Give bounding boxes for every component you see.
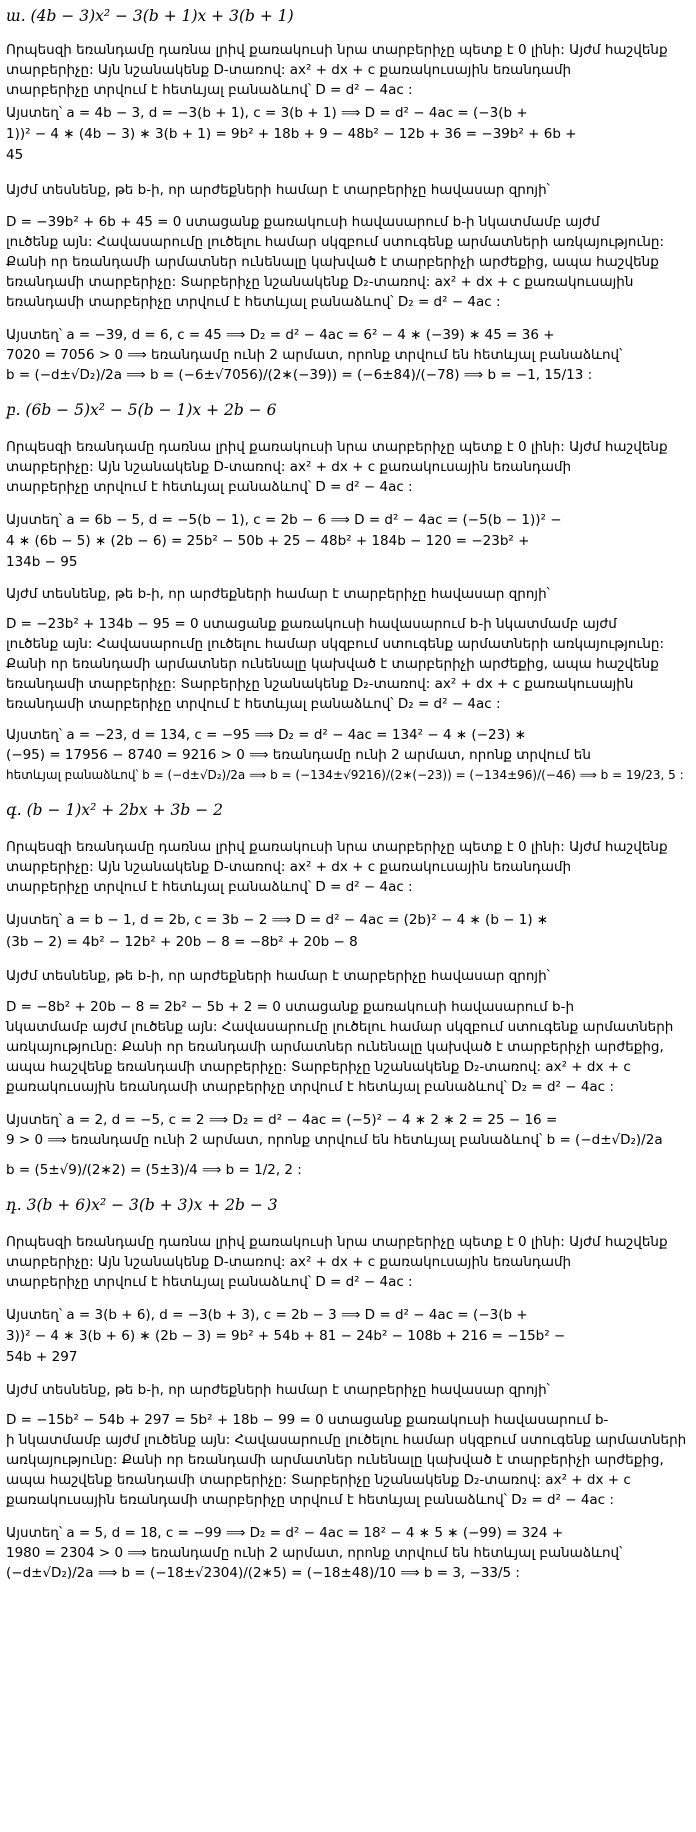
body-line: Որպեսզի եռանդամը դառնա լրիվ քառակուսի նրա տարբերիչը պետք է 0 լինի: Այժմ հաշվենք (6, 1234, 668, 1250)
body-line: Այստեղ՝ a = b − 1, d = 2b, c = 3b − 2 ⟹ D = d² − 4ac = (2b)² − 4 ∗ (b − 1) ∗ (6, 912, 549, 928)
body-line: (3b − 2) = 4b² − 12b² + 20b − 8 = −8b² + 20b − 8 (6, 934, 358, 950)
body-line: Քանի որ եռանդամի արմատներ ունենալը կախված է տարբերիչի արժեքից, ապա հաշվենք (6, 254, 659, 270)
body-line: ի նկատմամբ այժմ լուծենք այն: Հավասարումը լուծելու համար սկզբում ստուգենք արմատների (6, 1432, 687, 1448)
body-line: D = −15b² − 54b + 297 = 5b² + 18b − 99 = 0 ստացանք քառակուսի հավասարում b- (6, 1412, 609, 1428)
body-line: Այստեղ՝ a = 5, d = 18, c = −99 ⟹ D₂ = d² − 4ac = 18² − 4 ∗ 5 ∗ (−99) = 324 + (6, 1525, 564, 1541)
section-heading: դ. 3(b + 6)x² − 3(b + 3)x + 2b − 3 (6, 1196, 278, 1214)
body-line: 3))² − 4 ∗ 3(b + 6) ∗ (2b − 3) = 9b² + 54b + 81 − 24b² − 108b + 216 = −15b² − (6, 1328, 566, 1344)
body-line: Այստեղ՝ a = −23, d = 134, c = −95 ⟹ D₂ = d² − 4ac = 134² − 4 ∗ (−23) ∗ (6, 727, 527, 743)
body-line: 1))² − 4 ∗ (4b − 3) ∗ 3(b + 1) = 9b² + 18b + 9 − 48b² − 12b + 36 = −39b² + 6b + (6, 126, 577, 142)
body-line: տարբերիչը: Այն նշանակենք D-տառով: ax² + dx + c քառակուսային եռանդամի (6, 859, 572, 875)
body-line: նկատմամբ այժմ լուծենք այն: Հավասարումը լուծելու համար սկզբում ստուգենք արմատների (6, 1019, 674, 1035)
body-line: հետևյալ բանաձևով՝ b = (−d±√D₂)/2a ⟹ b = (−134±√9216)/(2∗(−23)) = (−134±96)/(−46) ⟹ b = 19/23, 5 : (6, 768, 684, 782)
body-line: (−d±√D₂)/2a ⟹ b = (−18±√2304)/(2∗5) = (−18±48)/10 ⟹ b = 3, −33/5 : (6, 1565, 520, 1581)
body-line: Որպեսզի եռանդամը դառնա լրիվ քառակուսի նրա տարբերիչը պետք է 0 լինի: Այժմ հաշվենք (6, 439, 668, 455)
body-line: b = (5±√9)/(2∗2) = (5±3)/4 ⟹ b = 1/2, 2 : (6, 1162, 302, 1178)
body-line: լուծենք այն: Հավասարումը լուծելու համար սկզբում ստուգենք արմատների առկայությունը: (6, 636, 664, 652)
body-line: 7020 = 7056 > 0 ⟹ եռանդամը ունի 2 արմատ, որոնք տրվում են հետևյալ բանաձևով՝ (6, 347, 623, 363)
body-line: եռանդամի տարբերիչը: Տարբերիչը նշանակենք D₂-տառով: ax² + dx + c քառակուսային (6, 676, 634, 692)
body-line: եռանդամի տարբերիչը: Տարբերիչը նշանակենք D₂-տառով: ax² + dx + c քառակուսային (6, 274, 634, 290)
body-line: Այստեղ՝ a = 4b − 3, d = −3(b + 1), c = 3(b + 1) ⟹ D = d² − 4ac = (−3(b + (6, 105, 528, 121)
body-line: Քանի որ եռանդամի արմատներ ունենալը կախված է տարբերիչի արժեքից, ապա հաշվենք (6, 656, 659, 672)
body-line: Այժմ տեսնենք, թե b-ի, որ արժեքների համար է տարբերիչը հավասար զրոյի՝ (6, 1382, 550, 1398)
body-line: ապա հաշվենք եռանդամի տարբերիչը: Տարբերիչը նշանակենք D₂-տառով: ax² + dx + c (6, 1059, 631, 1075)
body-line: քառակուսային եռանդամի տարբերիչը տրվում է հետևյալ բանաձևով՝ D₂ = d² − 4ac : (6, 1492, 614, 1508)
body-line: տարբերիչը տրվում է հետևյալ բանաձևով՝ D = d² − 4ac : (6, 879, 413, 895)
body-line: Այժմ տեսնենք, թե b-ի, որ արժեքների համար է տարբերիչը հավասար զրոյի՝ (6, 968, 550, 984)
body-line: տարբերիչը: Այն նշանակենք D-տառով: ax² + dx + c քառակուսային եռանդամի (6, 62, 572, 78)
section-heading: գ. (b − 1)x² + 2bx + 3b − 2 (6, 801, 223, 819)
body-line: տարբերիչը տրվում է հետևյալ բանաձևով՝ D = d² − 4ac : (6, 1274, 413, 1290)
body-line: լուծենք այն: Հավասարումը լուծելու համար սկզբում ստուգենք արմատների առկայությունը: (6, 234, 664, 250)
body-line: (−95) = 17956 − 8740 = 9216 > 0 ⟹ եռանդամը ունի 2 արմատ, որոնք տրվում են (6, 747, 591, 763)
body-line: առկայությունը: Քանի որ եռանդամի արմատներ ունենալը կախված է տարբերիչի արժեքից, (6, 1452, 664, 1468)
body-line: քառակուսային եռանդամի տարբերիչը տրվում է հետևյալ բանաձևով՝ D₂ = d² − 4ac : (6, 1079, 614, 1095)
body-line: տարբերիչը: Այն նշանակենք D-տառով: ax² + dx + c քառակուսային եռանդամի (6, 459, 572, 475)
body-line: b = (−d±√D₂)/2a ⟹ b = (−6±√7056)/(2∗(−39)) = (−6±84)/(−78) ⟹ b = −1, 15/13 : (6, 367, 593, 383)
body-line: 4 ∗ (6b − 5) ∗ (2b − 6) = 25b² − 50b + 25 − 48b² + 184b − 120 = −23b² + (6, 533, 530, 549)
body-line: եռանդամի տարբերիչը տրվում է հետևյալ բանաձևով՝ D₂ = d² − 4ac : (6, 696, 501, 712)
body-line: Այժմ տեսնենք, թե b-ի, որ արժեքների համար է տարբերիչը հավասար զրոյի՝ (6, 586, 550, 602)
body-line: 1980 = 2304 > 0 ⟹ եռանդամը ունի 2 արմատ, որոնք տրվում են հետևյալ բանաձևով՝ (6, 1545, 623, 1561)
body-line: Այստեղ՝ a = −39, d = 6, c = 45 ⟹ D₂ = d² − 4ac = 6² − 4 ∗ (−39) ∗ 45 = 36 + (6, 327, 555, 343)
body-line: Այստեղ՝ a = 3(b + 6), d = −3(b + 3), c = 2b − 3 ⟹ D = d² − 4ac = (−3(b + (6, 1307, 528, 1323)
body-line: Այստեղ՝ a = 2, d = −5, c = 2 ⟹ D₂ = d² − 4ac = (−5)² − 4 ∗ 2 ∗ 2 = 25 − 16 = (6, 1112, 558, 1128)
body-line: առկայությունը: Քանի որ եռանդամի արմատներ ունենալը կախված է տարբերիչի արժեքից, (6, 1039, 664, 1055)
body-line: տարբերիչը: Այն նշանակենք D-տառով: ax² + dx + c քառակուսային եռանդամի (6, 1254, 572, 1270)
body-line: D = −8b² + 20b − 8 = 2b² − 5b + 2 = 0 ստացանք քառակուսի հավասարում b-ի (6, 999, 575, 1015)
body-line: եռանդամի տարբերիչը տրվում է հետևյալ բանաձևով՝ D₂ = d² − 4ac : (6, 294, 501, 310)
body-line: 54b + 297 (6, 1349, 78, 1365)
body-line: տարբերիչը տրվում է հետևյալ բանաձևով՝ D = d² − 4ac : (6, 82, 413, 98)
body-line: ապա հաշվենք եռանդամի տարբերիչը: Տարբերիչը նշանակենք D₂-տառով: ax² + dx + c (6, 1472, 631, 1488)
body-line: Այժմ տեսնենք, թե b-ի, որ արժեքների համար է տարբերիչը հավասար զրոյի՝ (6, 182, 550, 198)
body-line: Այստեղ՝ a = 6b − 5, d = −5(b − 1), c = 2b − 6 ⟹ D = d² − 4ac = (−5(b − 1))² − (6, 512, 562, 528)
body-line: Որպեսզի եռանդամը դառնա լրիվ քառակուսի նրա տարբերիչը պետք է 0 լինի: Այժմ հաշվենք (6, 42, 668, 58)
body-line: 45 (6, 147, 24, 163)
body-line: D = −39b² + 6b + 45 = 0 ստացանք քառակուսի հավասարում b-ի նկատմամբ այժմ (6, 214, 600, 230)
body-line: Որպեսզի եռանդամը դառնա լրիվ քառակուսի նրա տարբերիչը պետք է 0 լինի: Այժմ հաշվենք (6, 839, 668, 855)
body-line: 134b − 95 (6, 554, 78, 570)
section-heading: ա. (4b − 3)x² − 3(b + 1)x + 3(b + 1) (6, 7, 294, 25)
body-line: 9 > 0 ⟹ եռանդամը ունի 2 արմատ, որոնք տրվում են հետևյալ բանաձևով՝ b = (−d±√D₂)/2a (6, 1132, 663, 1148)
body-line: տարբերիչը տրվում է հետևյալ բանաձևով՝ D = d² − 4ac : (6, 479, 413, 495)
body-line: D = −23b² + 134b − 95 = 0 ստացանք քառակուսի հավասարում b-ի նկատմամբ այժմ (6, 616, 617, 632)
section-heading: բ. (6b − 5)x² − 5(b − 1)x + 2b − 6 (6, 401, 277, 419)
